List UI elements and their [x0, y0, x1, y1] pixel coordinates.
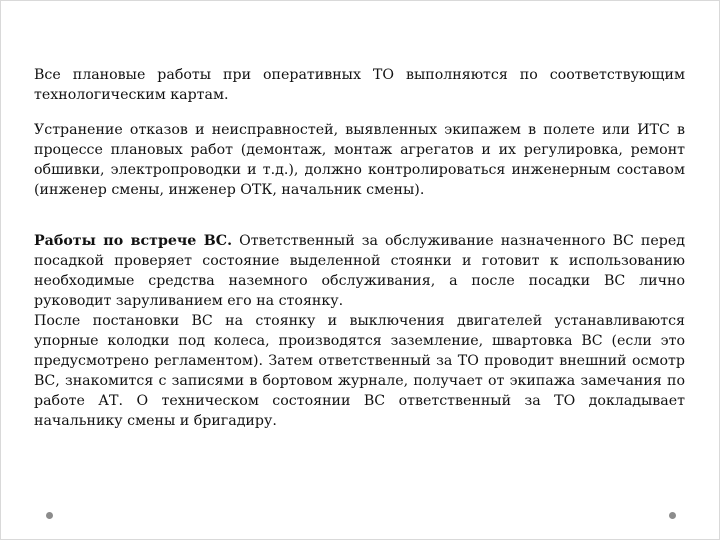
- bullet-dot-icon: [46, 512, 53, 519]
- paragraph-aircraft-meeting-text: Ответственный за обслуживание назначенного ВС перед посадкой проверяет состояние выделенной стоянки и готовит к использованию необходимые средства наземного обслуживания, а после посадки ВС лично руководит заруливанием его на стоянку.: [34, 233, 685, 309]
- paragraph-heading-aircraft-meeting: Работы по встрече ВС.: [34, 233, 233, 249]
- paragraph-planned-works: Все плановые работы при оперативных ТО выполняются по соответствующим технологическим картам.: [34, 67, 685, 103]
- paragraph-defect-elimination: Устранение отказов и неисправностей, выявленных экипажем в полете или ИТС в процессе плановых работ (демонтаж, монтаж агрегатов и их регулировка, ремонт обшивки, электропроводки и т.д.), должно контролироваться инженерным составом (инженер смены, инженер ОТК, начальник смены).: [34, 122, 685, 198]
- paragraph-after-parking: После постановки ВС на стоянку и выключения двигателей устанавливаются упорные колодки под колеса, производятся заземление, швартовка ВС (если это предусмотрено регламентом). Затем ответственный за ТО проводит внешний осмотр ВС, знакомится с записями в бортовом журнале, получает от экипажа замечания по работе АТ. О техническом состоянии ВС ответственный за ТО докладывает начальнику смены и бригадиру.: [34, 313, 685, 429]
- paragraph-aircraft-meeting: [34, 231, 685, 311]
- bullet-dot-icon: [669, 512, 676, 519]
- slide-content: [34, 65, 685, 431]
